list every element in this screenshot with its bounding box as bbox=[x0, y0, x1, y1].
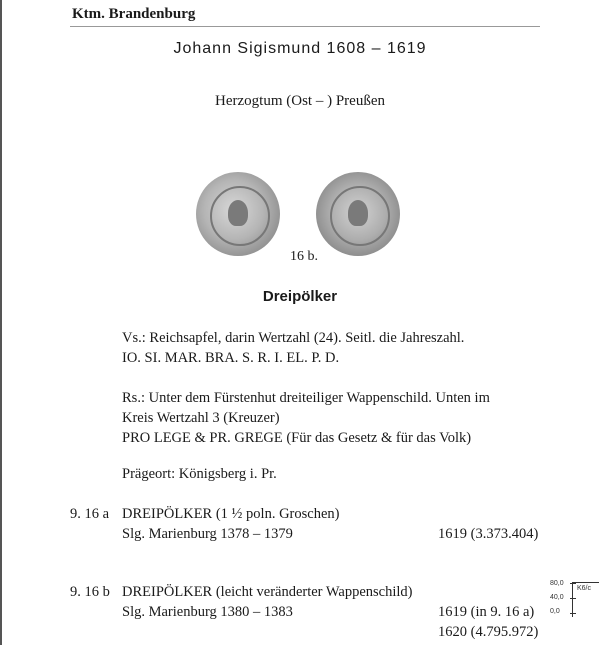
entry-title: DREIPÖLKER (1 ½ poln. Groschen) bbox=[122, 506, 340, 522]
ruler-title: Johann Sigismund 1608 – 1619 bbox=[173, 40, 427, 57]
obverse-legend: IO. SI. MAR. BRA. S. R. I. EL. P. D. bbox=[122, 350, 340, 366]
obverse-line: Vs.: Reichsapfel, darin Wertzahl (24). Seitl. die Jahreszahl. bbox=[122, 330, 465, 346]
entry-collection: Slg. Marienburg 1378 – 1379 bbox=[122, 526, 293, 542]
coin-obverse-image bbox=[196, 172, 280, 256]
scale-label: K6/c bbox=[577, 585, 592, 592]
entry-title: DREIPÖLKER (leicht veränderter Wappenschild) bbox=[122, 584, 413, 600]
scale-tick bbox=[570, 583, 576, 584]
mint-place: Prägeort: Königsberg i. Pr. bbox=[122, 466, 277, 482]
scale-tick bbox=[570, 598, 576, 599]
coin-type-title: Dreipölker bbox=[262, 288, 338, 305]
figure-label: 16 b. bbox=[290, 249, 318, 264]
scale-tick bbox=[570, 613, 576, 614]
entry-year-mintage: 1619 (in 9. 16 a) bbox=[438, 604, 535, 620]
scale-tick-label: 0,0 bbox=[550, 608, 560, 615]
obverse-description bbox=[122, 328, 464, 368]
orb-emblem bbox=[228, 200, 248, 226]
reverse-legend: PRO LEGE & PR. GREGE (Für das Gesetz & für das Volk) bbox=[122, 430, 472, 446]
shield-emblem bbox=[348, 200, 368, 226]
entry-year-mintage: 1619 (3.373.404) bbox=[438, 526, 539, 542]
page-header: Ktm. Brandenburg bbox=[72, 6, 196, 22]
side-scale-widget bbox=[548, 580, 600, 620]
reverse-description bbox=[122, 388, 490, 448]
coin-reverse-image bbox=[316, 172, 400, 256]
header-divider bbox=[70, 26, 540, 27]
entry-number: 9. 16 a bbox=[70, 506, 110, 522]
reverse-line: Rs.: Unter dem Fürstenhut dreiteiliger Wappenschild. Unten im bbox=[122, 390, 490, 406]
entry-year-mintage: 1620 (4.795.972) bbox=[438, 624, 539, 640]
scale-box bbox=[572, 582, 599, 617]
entry-number: 9. 16 b bbox=[70, 584, 110, 600]
reverse-line: Kreis Wertzahl 3 (Kreuzer) bbox=[122, 410, 280, 426]
scale-tick-label: 40,0 bbox=[550, 594, 564, 601]
realm-subtitle: Herzogtum (Ost – ) Preußen bbox=[215, 93, 385, 109]
entry-collection: Slg. Marienburg 1380 – 1383 bbox=[122, 604, 293, 620]
scale-tick-label: 80,0 bbox=[550, 580, 564, 587]
